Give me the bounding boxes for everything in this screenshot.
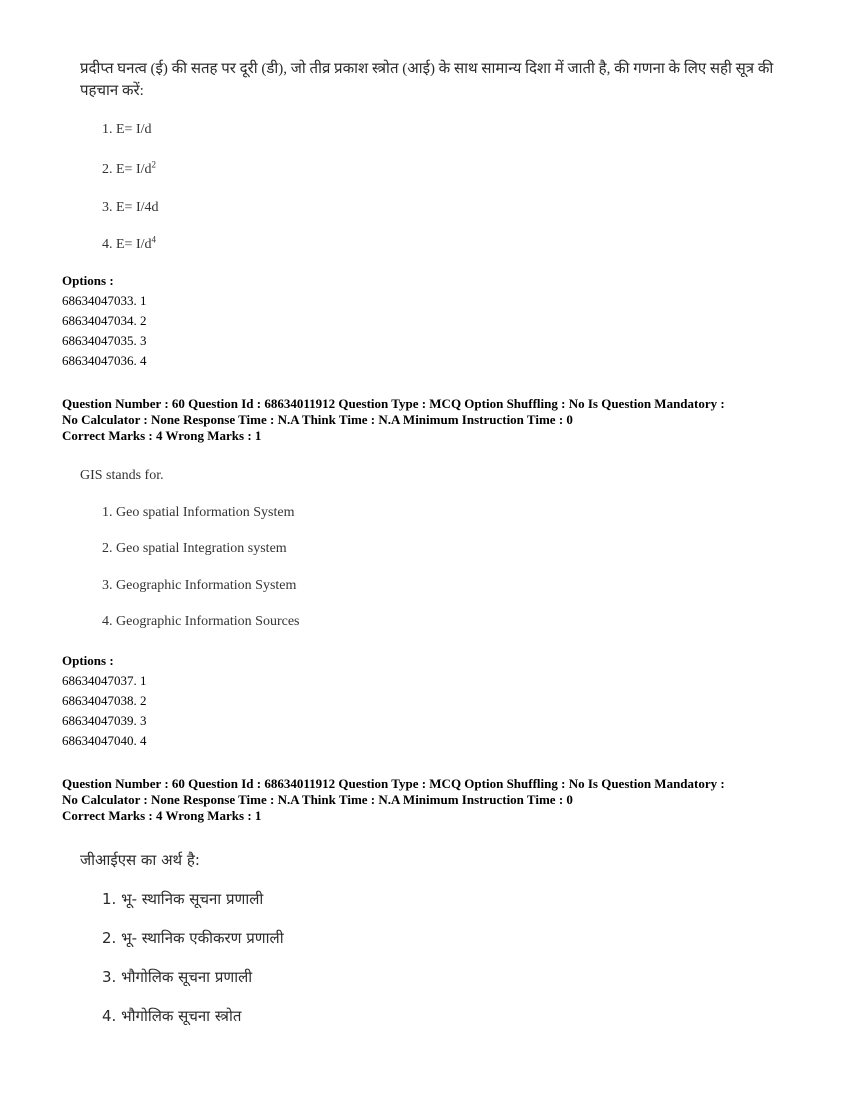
options-label: Options : <box>62 653 114 668</box>
option-id: 68634047038. 2 <box>62 693 147 708</box>
question-meta-line: Question Number : 60 Question Id : 68634011912 Question Type : MCQ Option Shuffling : No Is Question Mandatory : <box>62 776 725 791</box>
option-formula: E= I/d <box>116 162 152 177</box>
option-formula: E= I/d <box>116 122 152 137</box>
option-1 <box>102 122 152 138</box>
option-id: 68634047040. 4 <box>62 733 147 748</box>
option-number: 2. <box>102 162 113 177</box>
option-3: 3. Geographic Information System <box>102 578 297 593</box>
option-id: 68634047036. 4 <box>62 353 147 368</box>
option-formula: E= I/4d <box>116 200 159 215</box>
option-id: 68634047035. 3 <box>62 333 147 348</box>
option-2 <box>102 159 156 178</box>
question-meta-line: Question Number : 60 Question Id : 68634011912 Question Type : MCQ Option Shuffling : No Is Question Mandatory : <box>62 396 725 411</box>
option-id: 68634047037. 1 <box>62 673 147 688</box>
option-number: 1. <box>102 122 113 137</box>
option-1: 1. Geo spatial Information System <box>102 505 295 520</box>
option-id: 68634047039. 3 <box>62 713 147 728</box>
option-4: 4. भौगोलिक सूचना स्त्रोत <box>102 1007 242 1025</box>
option-formula: E= I/d <box>116 237 152 252</box>
option-3: 3. भौगोलिक सूचना प्रणाली <box>102 968 253 986</box>
option-2: 2. भू- स्थानिक एकीकरण प्रणाली <box>102 929 284 947</box>
options-label: Options : <box>62 273 114 288</box>
option-exponent: 2 <box>151 159 156 170</box>
option-number: 3. <box>102 200 113 215</box>
question-stem-hindi: प्रदीप्त घनत्व (ई) की सतह पर दूरी (डी), जो तीव्र प्रकाश स्त्रोत (आई) के साथ सामान्य दिशा में जाती है, की गणना के लिए सही सूत्र की पहचान करें: <box>80 61 774 99</box>
option-4 <box>102 234 156 253</box>
question-meta-line: No Calculator : None Response Time : N.A Think Time : N.A Minimum Instruction Time : 0 <box>62 412 573 427</box>
option-4: 4. Geographic Information Sources <box>102 614 300 629</box>
option-id: 68634047033. 1 <box>62 293 147 308</box>
question-marks: Correct Marks : 4 Wrong Marks : 1 <box>62 428 262 443</box>
question-meta <box>62 396 802 444</box>
option-2: 2. Geo spatial Integration system <box>102 541 287 556</box>
question-meta <box>62 776 802 824</box>
option-exponent: 4 <box>151 234 156 245</box>
question-stem-hindi: जीआईएस का अर्थ है: <box>80 851 200 869</box>
question-stem-english: GIS stands for. <box>80 468 164 483</box>
option-number: 4. <box>102 237 113 252</box>
question-meta-line: No Calculator : None Response Time : N.A Think Time : N.A Minimum Instruction Time : 0 <box>62 792 573 807</box>
option-id: 68634047034. 2 <box>62 313 147 328</box>
option-3 <box>102 200 159 216</box>
question-marks: Correct Marks : 4 Wrong Marks : 1 <box>62 808 262 823</box>
option-1: 1. भू- स्थानिक सूचना प्रणाली <box>102 890 264 908</box>
